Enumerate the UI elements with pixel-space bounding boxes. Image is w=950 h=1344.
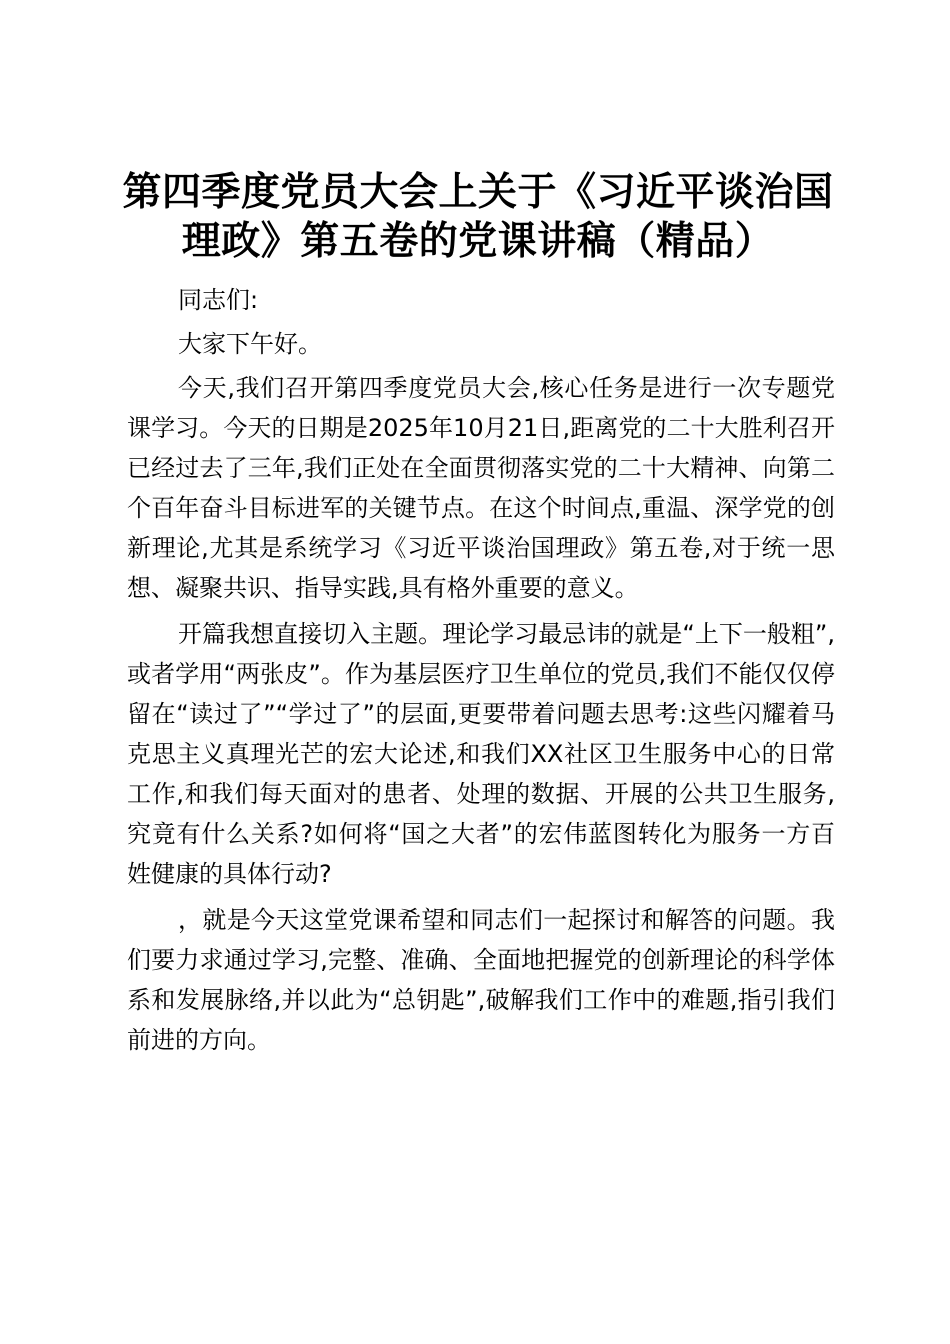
body-paragraph: 今天,我们召开第四季度党员大会,核心任务是进行一次专题党课学习。今天的日期是2025年10月21日,距离党的二十大胜利召开已经过去了三年,我们正处在全面贯彻落实党的二十大精神、向第二个百年奋斗目标进军的关键节点。在这个时间点,重温、深学党的创新理论,尤其是系统学习《习近平谈治国理政》第五卷,对于统一思想、凝聚共识、指导实践,具有格外重要的意义。 [127,374,835,602]
document-body [127,280,835,1066]
document-title: 第四季度党员大会上关于《习近平谈治国理政》第五卷的党课讲稿（精品） [122,170,834,264]
greeting-paragraph: 大家下午好。 [178,330,322,358]
salutation-paragraph: 同志们: [178,286,259,314]
body-paragraph: ，就是今天这堂党课希望和同志们一起探讨和解答的问题。我们要力求通过学习,完整、准确、全面地把握党的创新理论的科学体系和发展脉络,并以此为“总钥匙”,破解我们工作中的难题,指引我们前进的方向。 [127,906,835,1054]
body-paragraph: 开篇我想直接切入主题。理论学习最忌讳的就是“上下一般粗”,或者学用“两张皮”。作为基层医疗卫生单位的党员,我们不能仅仅停留在“读过了”“学过了”的层面,更要带着问题去思考:这些闪耀着马克思主义真理光芒的宏大论述,和我们XX社区卫生服务中心的日常工作,和我们每天面对的患者、处理的数据、开展的公共卫生服务,究竟有什么关系?如何将“国之大者”的宏伟蓝图转化为服务一方百姓健康的具体行动? [127,620,835,888]
